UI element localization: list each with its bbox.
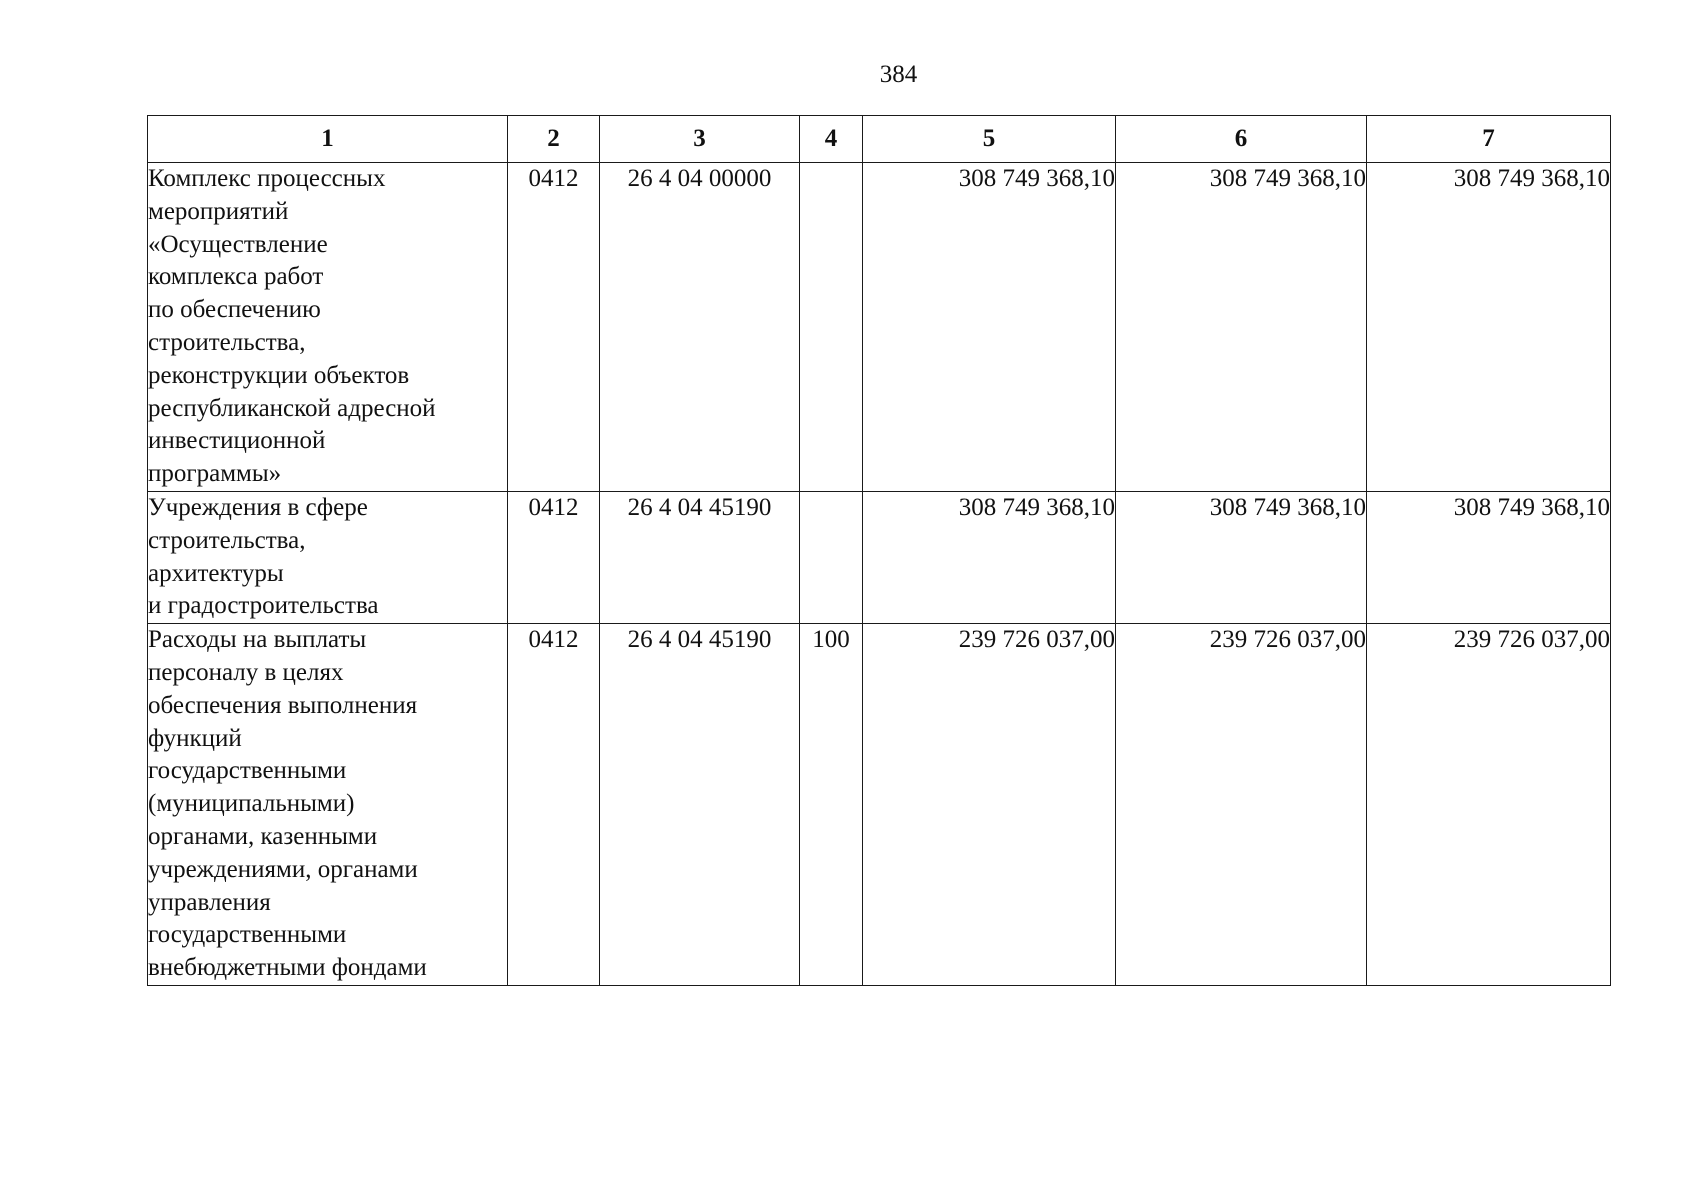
expense-type-cell (800, 163, 863, 492)
column-header-4: 4 (800, 116, 863, 163)
amount-cell-5: 308 749 368,10 (863, 491, 1116, 623)
column-header-5: 5 (863, 116, 1116, 163)
amount-cell-6: 239 726 037,00 (1116, 624, 1367, 986)
target-code-cell: 26 4 04 45190 (600, 491, 800, 623)
amount-cell-7: 239 726 037,00 (1367, 624, 1611, 986)
row-name: Расходы на выплаты персоналу в целях обеспечения выполнения функций государственными (муниципальными) органами, казенными учреждениями, органами управления государственными внебюджетными фондами (148, 626, 427, 982)
column-header-3: 3 (600, 116, 800, 163)
target-code-cell: 26 4 04 00000 (600, 163, 800, 492)
section-cell: 0412 (508, 624, 600, 986)
amount-cell-6: 308 749 368,10 (1116, 491, 1367, 623)
column-header-1: 1 (148, 116, 508, 163)
row-name-cell (148, 491, 508, 623)
page-number-text: 384 (879, 61, 918, 88)
section-cell: 0412 (508, 491, 600, 623)
column-header-7: 7 (1367, 116, 1611, 163)
row-name: Учреждения в сфере строительства, архитектуры и градостроительства (148, 493, 379, 620)
row-name: Комплекс процессных мероприятий «Осуществление комплекса работ по обеспечению строительства, реконструкции объектов республиканской адресной инвестиционной программы» (148, 165, 436, 488)
section-cell: 0412 (508, 163, 600, 492)
table-row (148, 624, 1611, 986)
header-row (148, 116, 1611, 163)
amount-cell-5: 308 749 368,10 (863, 163, 1116, 492)
table-row (148, 491, 1611, 623)
budget-table (147, 115, 1611, 986)
amount-cell-5: 239 726 037,00 (863, 624, 1116, 986)
expense-type-cell (800, 491, 863, 623)
table-row (148, 163, 1611, 492)
page-number (0, 60, 1697, 90)
amount-cell-7: 308 749 368,10 (1367, 163, 1611, 492)
row-name-cell (148, 624, 508, 986)
amount-cell-7: 308 749 368,10 (1367, 491, 1611, 623)
column-header-6: 6 (1116, 116, 1367, 163)
amount-cell-6: 308 749 368,10 (1116, 163, 1367, 492)
target-code-cell: 26 4 04 45190 (600, 624, 800, 986)
expense-type-cell: 100 (800, 624, 863, 986)
row-name-cell (148, 163, 508, 492)
column-header-2: 2 (508, 116, 600, 163)
